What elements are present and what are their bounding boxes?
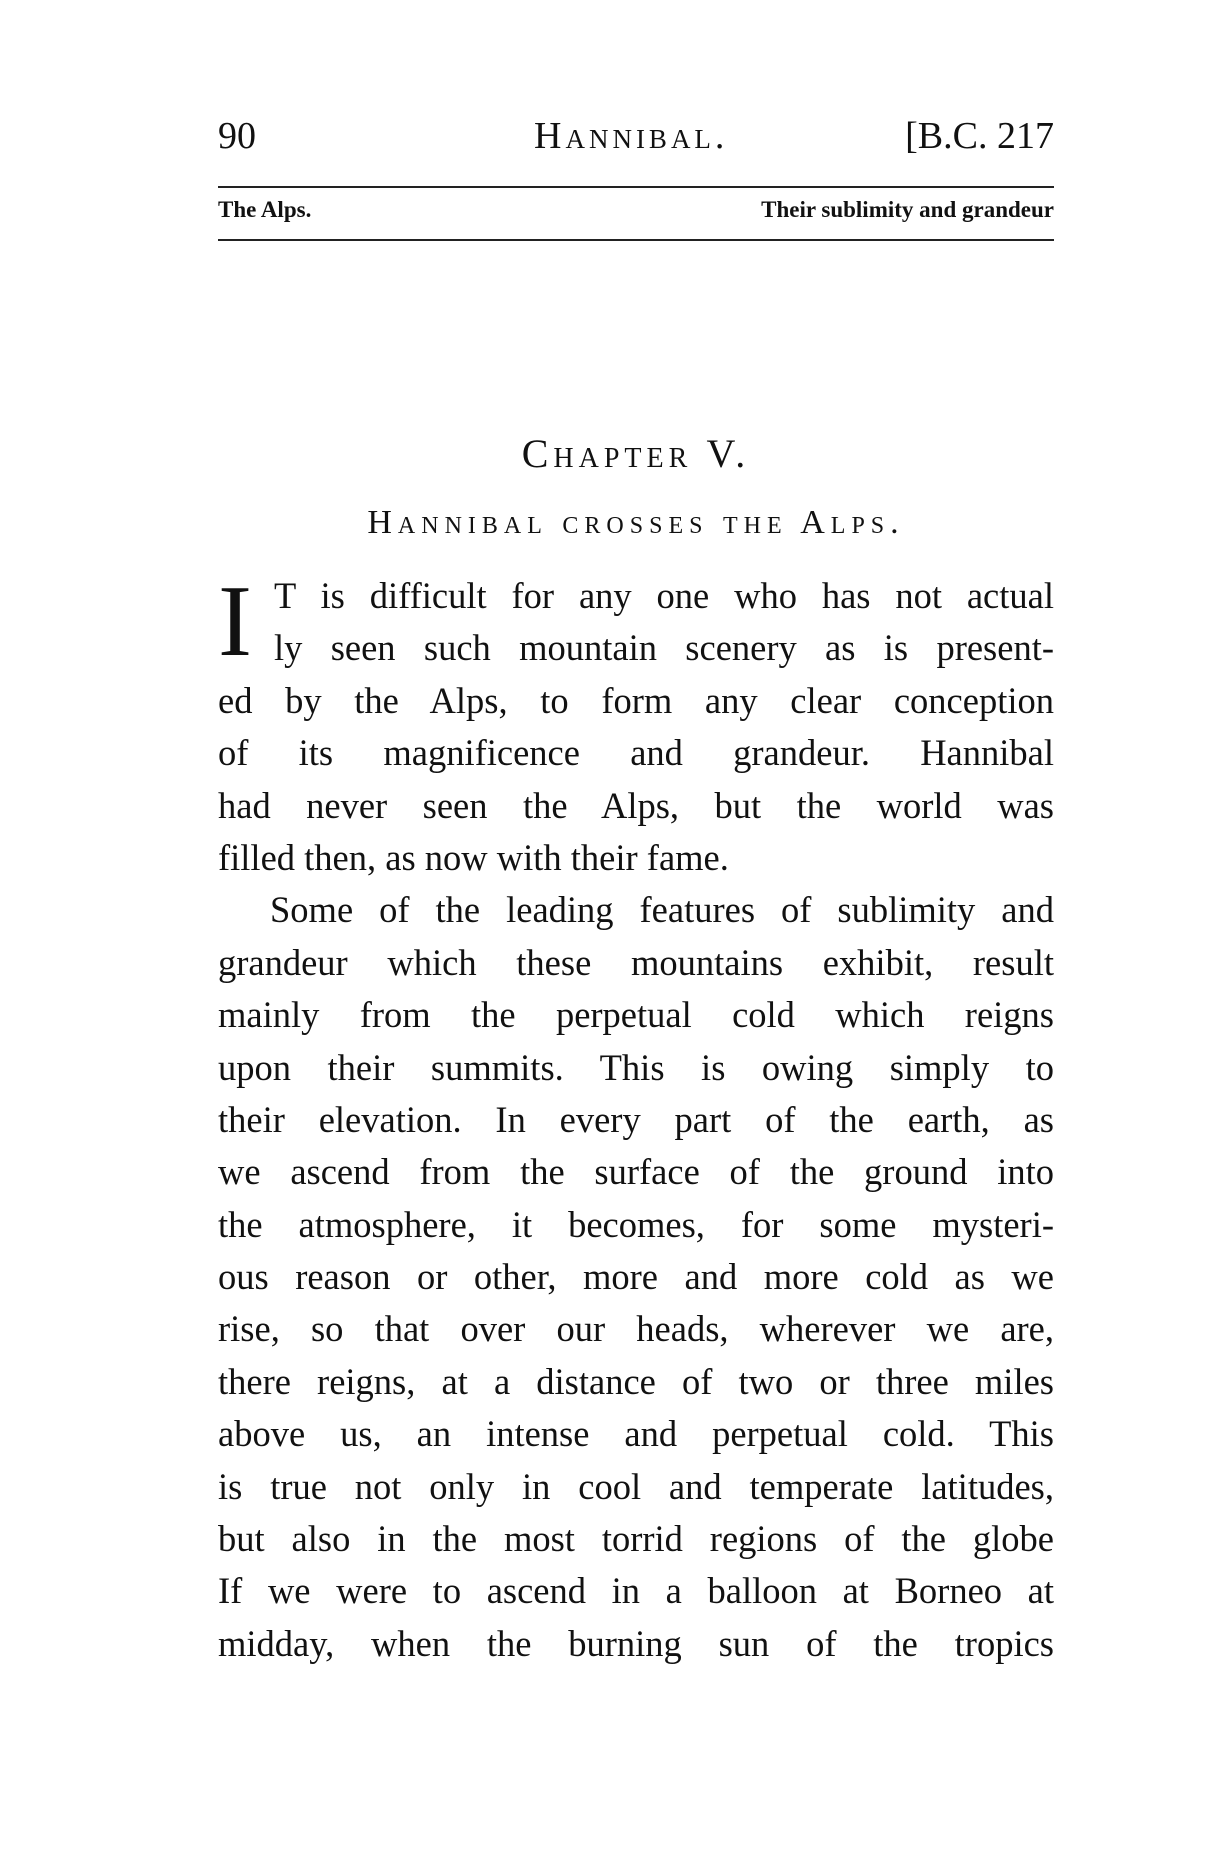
text-line: the atmosphere, it becomes, for some mysteri- bbox=[218, 1203, 1054, 1245]
running-title: Hannibal. bbox=[534, 115, 729, 157]
text-line: ed by the Alps, to form any clear conception bbox=[218, 679, 1054, 721]
text-line: If we were to ascend in a balloon at Borneo at bbox=[218, 1570, 1054, 1612]
text-line: mainly from the perpetual cold which reigns bbox=[218, 994, 1054, 1036]
text-line: grandeur which these mountains exhibit, result bbox=[218, 941, 1054, 983]
drop-cap: I bbox=[218, 565, 252, 678]
text-line: we ascend from the surface of the ground into bbox=[218, 1151, 1054, 1193]
text-line: rise, so that over our heads, wherever we are, bbox=[218, 1308, 1054, 1350]
text-line: above us, an intense and perpetual cold. This bbox=[218, 1413, 1054, 1455]
page-number: 90 bbox=[218, 115, 256, 157]
text-line: T is difficult for any one who has not actual bbox=[274, 575, 1054, 616]
header-rule-top bbox=[218, 186, 1054, 188]
subhead-left: The Alps. bbox=[218, 197, 312, 222]
paragraph-2 bbox=[218, 884, 1054, 1670]
running-date: [B.C. 217 bbox=[905, 115, 1054, 157]
text-line: midday, when the burning sun of the tropics bbox=[218, 1622, 1054, 1664]
chapter-number: Chapter V. bbox=[521, 431, 751, 476]
text-line: upon their summits. This is owing simply to bbox=[218, 1046, 1054, 1088]
marginal-subhead bbox=[218, 197, 1054, 227]
body-text bbox=[218, 565, 1054, 1670]
text-line: there reigns, at a distance of two or three miles bbox=[218, 1360, 1054, 1402]
subhead-right: Their sublimity and grandeur bbox=[761, 197, 1054, 222]
text-line: Some of the leading features of sublimity and bbox=[270, 889, 1054, 931]
text-line: but also in the most torrid regions of the globe bbox=[218, 1518, 1054, 1560]
header-rule-bottom bbox=[218, 239, 1054, 241]
chapter-title: Hannibal crosses the Alps. bbox=[367, 504, 905, 541]
text-line: filled then, as now with their fame. bbox=[218, 836, 729, 878]
text-line: of its magnificence and grandeur. Hannibal bbox=[218, 732, 1054, 774]
paragraph-1 bbox=[218, 565, 1054, 884]
text-line: is true not only in cool and temperate latitudes, bbox=[218, 1465, 1054, 1507]
running-head bbox=[218, 114, 1054, 162]
text-line: ous reason or other, more and more cold as we bbox=[218, 1256, 1054, 1298]
text-line: had never seen the Alps, but the world was bbox=[218, 784, 1054, 826]
text-line: ly seen such mountain scenery as is present- bbox=[274, 627, 1054, 669]
text-line: their elevation. In every part of the earth, as bbox=[218, 1098, 1054, 1140]
